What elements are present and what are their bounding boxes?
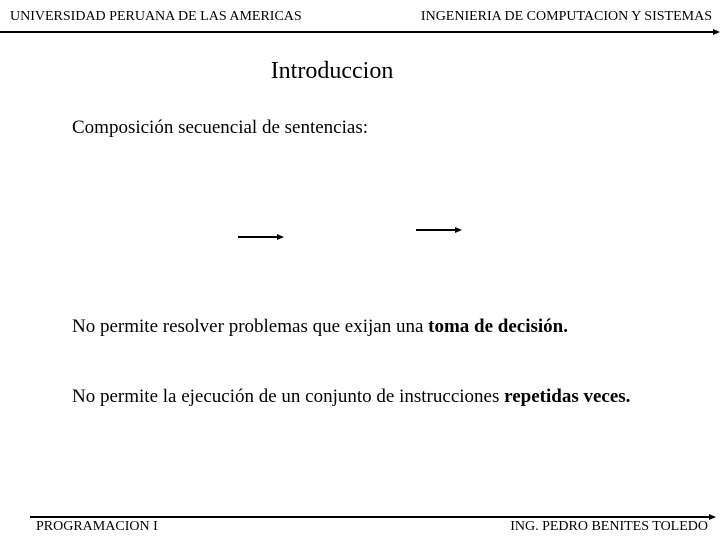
limitation-decision: [72, 314, 672, 340]
limitation-repetition-bold: repetidas veces.: [504, 386, 631, 407]
header-university: UNIVERSIDAD PERUANA DE LAS AMERICAS: [10, 9, 302, 24]
limitation-repetition-text: No permite la ejecución de un conjunto de instrucciones: [72, 386, 505, 407]
sequence-arrow-1: [238, 236, 278, 238]
limitation-decision-text: No permite resolver problemas que exijan una: [72, 316, 429, 337]
slide-title: Introduccion: [270, 58, 394, 84]
arrow-right-icon: [455, 227, 462, 233]
footer-author: ING. PEDRO BENITES TOLEDO: [510, 519, 708, 534]
top-rule: [0, 31, 714, 33]
sequence-arrow-2: [416, 229, 456, 231]
arrow-right-icon: [277, 234, 284, 240]
bottom-rule: [30, 516, 710, 518]
limitation-repetition: [72, 384, 672, 410]
slide-subtitle: Composición secuencial de sentencias:: [72, 117, 368, 138]
header-faculty: INGENIERIA DE COMPUTACION Y SISTEMAS: [420, 9, 712, 24]
top-rule-arrowhead-icon: [713, 29, 720, 35]
limitation-decision-bold: toma de decisión.: [428, 316, 568, 337]
bottom-rule-arrowhead-icon: [709, 514, 716, 520]
footer-course: PROGRAMACION I: [36, 519, 158, 534]
